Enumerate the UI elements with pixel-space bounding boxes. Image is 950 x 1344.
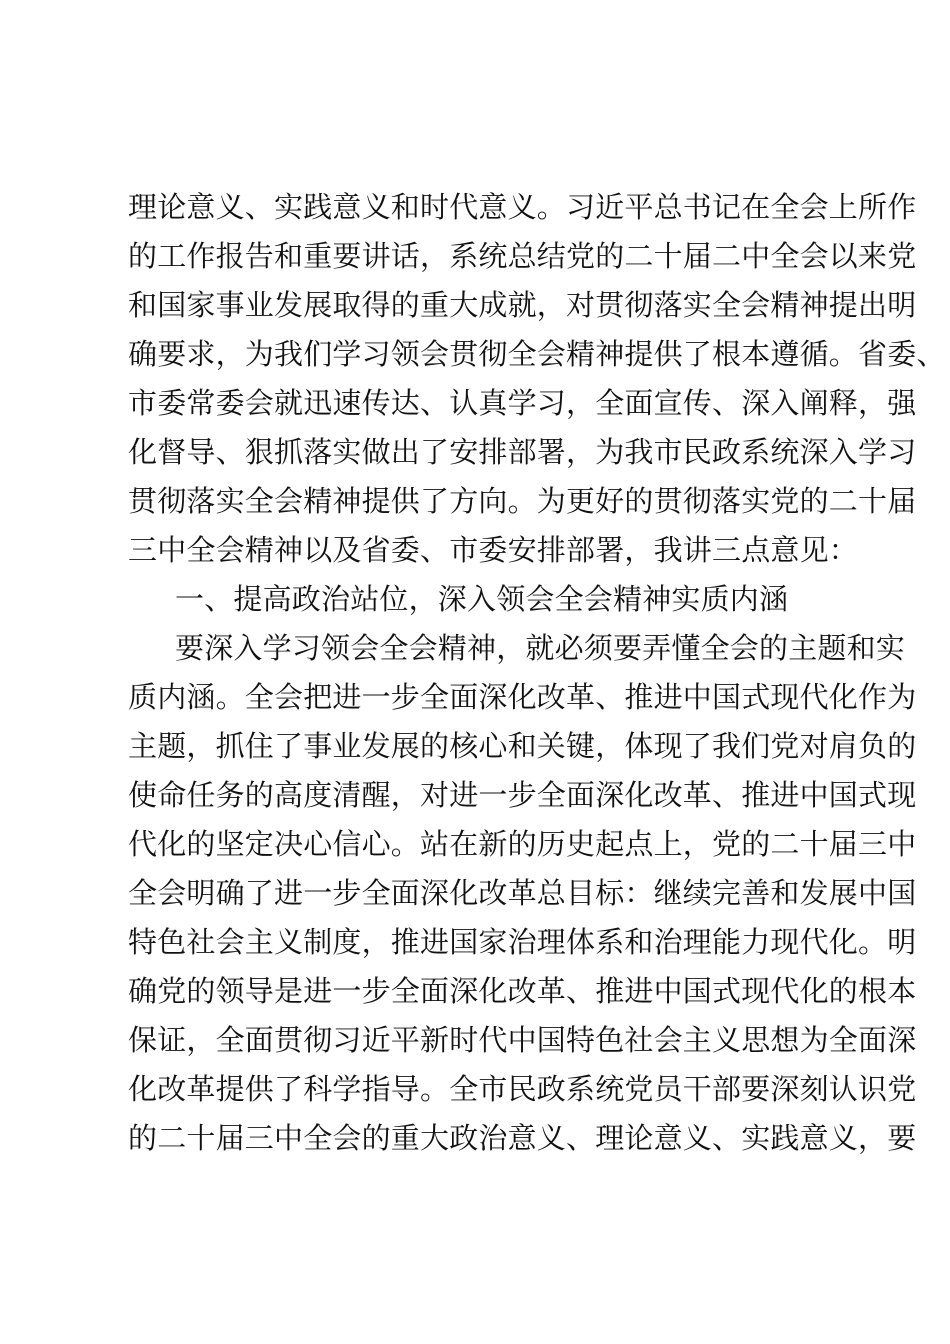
body-line: 使命任务的高度清醒，对进一步全面深化改革、推进中国式现 <box>128 778 917 812</box>
section-heading: 一、提高政治站位，深入领会全会精神实质内涵 <box>175 582 789 616</box>
body-line: 化改革提供了科学指导。全市民政系统党员干部要深刻认识党 <box>128 1072 917 1106</box>
body-line: 确党的领导是进一步全面深化改革、推进中国式现代化的根本 <box>128 974 917 1008</box>
body-line: 化督导、狠抓落实做出了安排部署，为我市民政系统深入学习 <box>128 435 917 469</box>
body-line: 的工作报告和重要讲话，系统总结党的二十届二中全会以来党 <box>128 239 917 273</box>
body-line: 全会明确了进一步全面深化改革总目标：继续完善和发展中国 <box>128 876 917 910</box>
body-line: 保证，全面贯彻习近平新时代中国特色社会主义思想为全面深 <box>128 1023 917 1057</box>
body-line: 和国家事业发展取得的重大成就，对贯彻落实全会精神提出明 <box>128 288 917 322</box>
body-line: 特色社会主义制度，推进国家治理体系和治理能力现代化。明 <box>128 925 917 959</box>
body-line: 理论意义、实践意义和时代意义。习近平总书记在全会上所作 <box>128 190 917 224</box>
body-line: 主题，抓住了事业发展的核心和关键，体现了我们党对肩负的 <box>128 729 917 763</box>
body-line: 贯彻落实全会精神提供了方向。为更好的贯彻落实党的二十届 <box>128 484 917 518</box>
body-line: 市委常委会就迅速传达、认真学习，全面宣传、深入阐释，强 <box>128 386 917 420</box>
paragraph-first-line: 要深入学习领会全会精神，就必须要弄懂全会的主题和实 <box>175 631 906 665</box>
body-line: 的二十届三中全会的重大政治意义、理论意义、实践意义，要 <box>128 1121 917 1155</box>
body-line: 代化的坚定决心信心。站在新的历史起点上，党的二十届三中 <box>128 827 917 861</box>
body-line: 三中全会精神以及省委、市委安排部署，我讲三点意见： <box>128 533 859 567</box>
body-line: 质内涵。全会把进一步全面深化改革、推进中国式现代化作为 <box>128 680 917 714</box>
document-body <box>128 183 946 1163</box>
body-line: 确要求，为我们学习领会贯彻全会精神提供了根本遵循。省委、 <box>128 337 946 371</box>
